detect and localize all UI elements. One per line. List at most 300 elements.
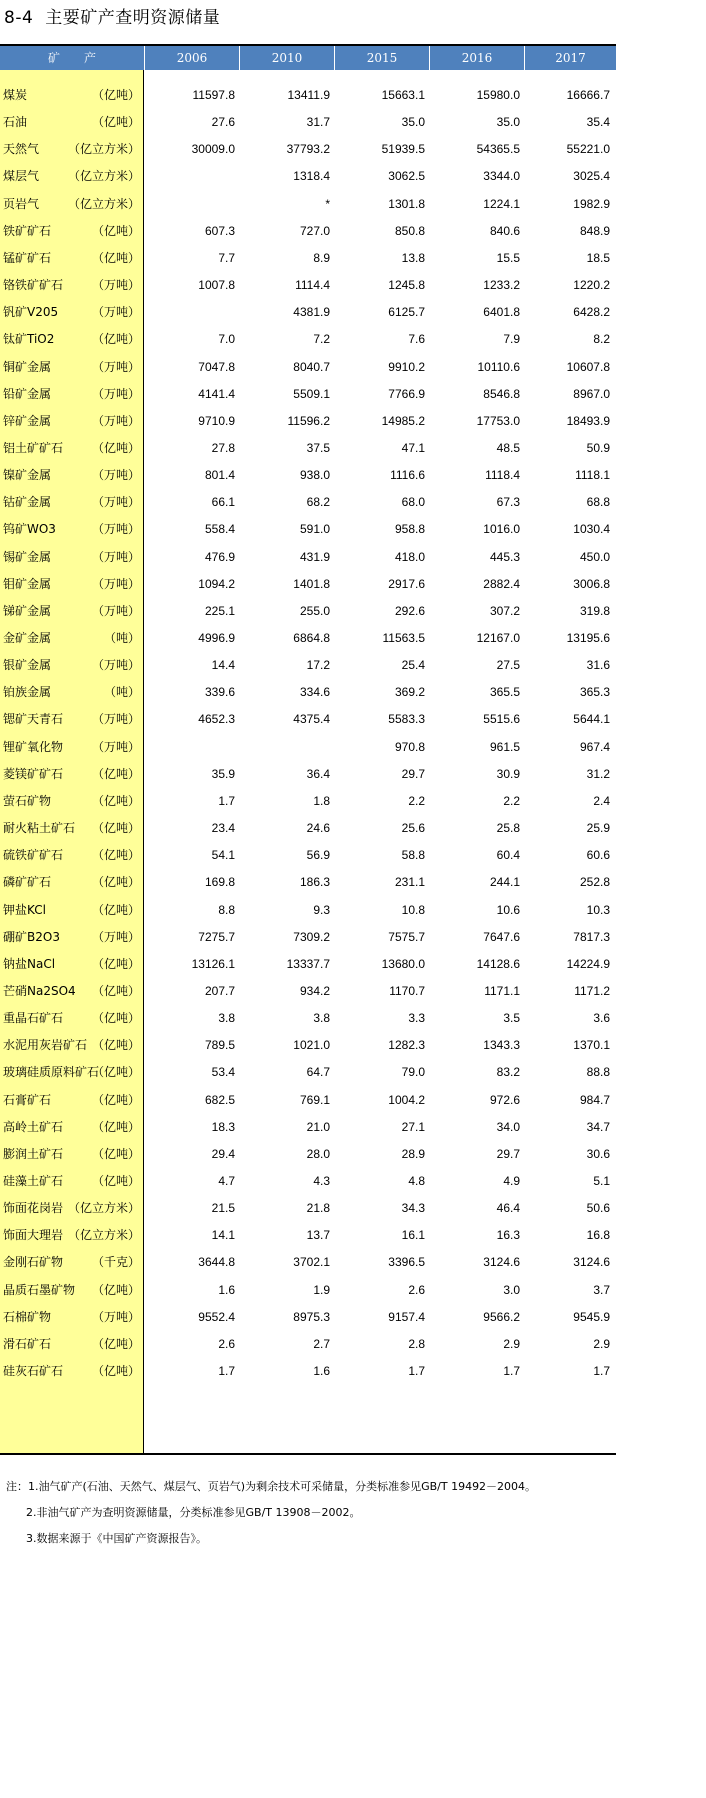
mineral-unit: （万吨）: [91, 712, 140, 727]
value-cell-2016: 60.4: [496, 848, 520, 863]
mineral-name: 煤炭: [3, 88, 28, 102]
mineral-unit: （亿吨）: [91, 88, 140, 102]
value-cell-2006: 1.7: [218, 793, 235, 808]
value-cell-2016: 15.5: [496, 250, 520, 265]
value-cell-2006: 14.1: [211, 1228, 235, 1243]
table-row: [0, 598, 616, 625]
value-cell-2016: 3.0: [503, 1282, 520, 1297]
mineral-name: 萤石矿物: [3, 793, 52, 808]
value-cell-2017: 35.4: [586, 115, 610, 130]
value-cell-2015: 51939.5: [381, 142, 425, 157]
mineral-unit: （万吨）: [91, 929, 140, 944]
value-cell-2015: 3062.5: [388, 169, 425, 184]
value-cell-2010: 8040.7: [293, 359, 330, 374]
mineral-unit: （亿吨）: [91, 793, 140, 808]
value-cell-2017: 8.2: [593, 332, 610, 347]
value-cell-2006: 53.4: [211, 1065, 235, 1080]
value-cell-2010: 769.1: [299, 1092, 330, 1107]
mineral-unit: （万吨）: [91, 278, 140, 293]
value-cell-2016: 972.6: [489, 1092, 520, 1107]
value-cell-2017: 10607.8: [566, 359, 610, 374]
mineral-unit: （亿吨）: [91, 1336, 140, 1351]
mineral-name: 滑石矿石: [3, 1336, 52, 1351]
value-cell-2010: 7309.2: [293, 929, 330, 944]
value-cell-2017: 18.5: [586, 250, 610, 265]
table-row: [0, 1304, 616, 1331]
value-cell-2010: 37.5: [306, 440, 330, 455]
value-cell-2017: 9545.9: [573, 1309, 610, 1324]
mineral-unit: （亿吨）: [91, 332, 140, 347]
value-cell-2015: 2917.6: [388, 576, 425, 591]
mineral-name: 金矿金属: [3, 631, 52, 645]
value-cell-2006: 4996.9: [198, 631, 235, 645]
value-cell-2006: 29.4: [211, 1146, 235, 1161]
mineral-unit: （亿立方米）: [67, 1228, 140, 1243]
value-cell-2016: 1118.4: [485, 468, 520, 483]
table-row: [0, 706, 616, 733]
value-cell-2017: 3006.8: [573, 576, 610, 591]
mineral-unit: （亿吨）: [91, 956, 140, 971]
value-cell-2017: 5.1: [593, 1174, 610, 1188]
table-row: [0, 191, 616, 218]
value-cell-2010: 1114.4: [295, 278, 330, 293]
value-cell-2006: 207.7: [204, 983, 235, 998]
table-row: [0, 1222, 616, 1249]
mineral-unit: （亿吨）: [91, 115, 140, 130]
mineral-name: 晶质石墨矿物: [3, 1282, 76, 1297]
value-cell-2006: 21.5: [211, 1201, 235, 1216]
value-cell-2017: 68.8: [586, 495, 610, 510]
mineral-name: 锶矿天青石: [3, 712, 64, 727]
value-cell-2015: 58.8: [401, 848, 425, 863]
value-cell-2010: 7.2: [313, 332, 330, 347]
mineral-name: 铂族金属: [3, 685, 52, 700]
value-cell-2010: 13411.9: [287, 88, 330, 102]
value-cell-2016: 16.3: [496, 1228, 520, 1243]
header-year-2010: 2010: [271, 51, 303, 65]
value-cell-2010: 1.6: [313, 1364, 330, 1379]
value-cell-2006: 225.1: [204, 603, 235, 618]
value-cell-2017: 31.2: [586, 766, 610, 781]
value-cell-2017: 3124.6: [573, 1255, 610, 1270]
value-cell-2016: 3344.0: [483, 169, 520, 184]
value-cell-2016: 8546.8: [483, 386, 520, 401]
mineral-name: 硫铁矿矿石: [3, 848, 64, 863]
mineral-name: 页岩气: [3, 196, 40, 211]
value-cell-2015: 68.0: [401, 495, 425, 510]
value-cell-2017: 2.9: [593, 1336, 610, 1351]
value-cell-2006: 30009.0: [191, 142, 235, 157]
value-cell-2016: 27.5: [496, 658, 520, 673]
mineral-unit: （万吨）: [91, 386, 140, 401]
value-cell-2015: 25.4: [401, 658, 425, 673]
value-cell-2015: 418.0: [394, 549, 425, 564]
value-cell-2016: 4.9: [503, 1174, 520, 1188]
value-cell-2010: 1.9: [313, 1282, 330, 1297]
table-row: [0, 326, 616, 353]
mineral-unit: （亿立方米）: [67, 169, 140, 184]
value-cell-2010: 11596.2: [287, 413, 330, 428]
table-row: [0, 1141, 616, 1168]
value-cell-2016: 67.3: [496, 495, 520, 510]
value-cell-2016: 2.9: [503, 1336, 520, 1351]
value-cell-2010: 2.7: [313, 1336, 330, 1351]
value-cell-2010: 17.2: [306, 658, 330, 673]
table-bottom-rule: [0, 1453, 616, 1455]
mineral-name: 菱镁矿矿石: [3, 766, 64, 781]
value-cell-2016: 1016.0: [483, 522, 520, 537]
value-cell-2017: 1118.1: [575, 468, 610, 483]
value-cell-2016: 445.3: [489, 549, 520, 564]
value-cell-2006: 2.6: [218, 1336, 235, 1351]
value-cell-2017: 8967.0: [573, 386, 610, 401]
value-cell-2015: 3.3: [408, 1011, 425, 1026]
header-year-2017: 2017: [555, 51, 586, 65]
table-row: [0, 136, 616, 163]
value-cell-2017: 1030.4: [573, 522, 610, 537]
value-cell-2015: 15663.1: [381, 88, 425, 102]
mineral-unit: （亿吨）: [91, 902, 140, 917]
mineral-name: 饰面大理岩: [3, 1228, 64, 1243]
value-cell-2006: 169.8: [204, 875, 235, 890]
value-cell-2016: 48.5: [496, 440, 520, 455]
value-cell-2010: 1021.0: [293, 1038, 330, 1053]
value-cell-2017: 3.7: [593, 1282, 610, 1297]
value-cell-2006: 9710.9: [198, 413, 235, 428]
mineral-unit: （万吨）: [91, 739, 140, 754]
mineral-unit: （亿吨）: [91, 1146, 140, 1161]
value-cell-2010: 4.3: [313, 1174, 330, 1188]
table-row: [0, 1114, 616, 1141]
value-cell-2015: 16.1: [401, 1228, 425, 1243]
value-cell-2017: 13195.6: [566, 631, 610, 645]
mineral-name: 钠盐NaCl: [3, 956, 56, 971]
value-cell-2006: 35.9: [211, 766, 235, 781]
value-cell-2017: 50.6: [586, 1201, 610, 1216]
value-cell-2015: 231.1: [394, 875, 425, 890]
mineral-unit: （万吨）: [91, 603, 140, 618]
table-row: [0, 1249, 616, 1276]
value-cell-2006: 54.1: [211, 848, 235, 863]
value-cell-2006: 7.0: [218, 332, 235, 347]
value-cell-2010: 727.0: [299, 223, 330, 238]
value-cell-2015: 292.6: [394, 603, 425, 618]
value-cell-2017: 34.7: [586, 1119, 610, 1134]
value-cell-2016: 3.5: [503, 1011, 520, 1026]
value-cell-2015: 79.0: [401, 1065, 425, 1080]
value-cell-2017: 365.3: [579, 685, 610, 700]
note-2: 2.非油气矿产为查明资源储量，分类标准参见GB/T 13908－2002。: [26, 1506, 361, 1519]
table-row: [0, 1358, 616, 1385]
value-cell-2015: 958.8: [394, 522, 425, 537]
value-cell-2016: 3124.6: [483, 1255, 520, 1270]
value-cell-2015: 29.7: [401, 766, 425, 781]
value-cell-2016: 1171.1: [484, 983, 520, 998]
value-cell-2010: 8.9: [313, 250, 330, 265]
value-cell-2015: 369.2: [394, 685, 425, 700]
table-row: [0, 1331, 616, 1358]
value-cell-2010: 21.0: [306, 1119, 330, 1134]
value-cell-2016: 35.0: [496, 115, 520, 130]
value-cell-2010: 6864.8: [293, 631, 330, 645]
table-row: [0, 842, 616, 869]
value-cell-2010: 28.0: [306, 1146, 330, 1161]
value-cell-2016: 34.0: [496, 1119, 520, 1134]
value-cell-2010: 591.0: [299, 522, 330, 537]
table-row: [0, 625, 616, 652]
value-cell-2015: 28.9: [401, 1146, 425, 1161]
mineral-name: 锡矿金属: [3, 549, 52, 564]
value-cell-2016: 7.9: [503, 332, 520, 347]
value-cell-2006: 7275.7: [198, 929, 235, 944]
mineral-name: 玻璃硅质原料矿石: [3, 1065, 100, 1080]
value-cell-2017: 450.0: [579, 549, 610, 564]
value-cell-2006: 3644.8: [198, 1255, 235, 1270]
mineral-unit: （万吨）: [91, 1309, 140, 1324]
value-cell-2006: 1007.8: [198, 278, 235, 293]
value-cell-2017: 10.3: [586, 902, 610, 917]
mineral-name: 石棉矿物: [3, 1309, 52, 1324]
value-cell-2006: 1.7: [218, 1364, 235, 1379]
mineral-unit: （亿吨）: [91, 1174, 140, 1188]
value-cell-2017: 14224.9: [566, 956, 610, 971]
mineral-unit: （万吨）: [91, 658, 140, 673]
value-cell-2010: 1.8: [313, 793, 330, 808]
value-cell-2010: 431.9: [299, 549, 330, 564]
table-row: [0, 1168, 616, 1195]
value-cell-2006: 14.4: [211, 658, 235, 673]
mineral-unit: （亿立方米）: [67, 142, 140, 157]
mineral-name: 钼矿金属: [3, 576, 52, 591]
mineral-unit: （万吨）: [91, 359, 140, 374]
mineral-unit: （万吨）: [91, 576, 140, 591]
value-cell-2017: 30.6: [586, 1146, 610, 1161]
mineral-name: 铁矿矿石: [3, 223, 52, 238]
value-cell-2010: 3702.1: [293, 1255, 330, 1270]
value-cell-2015: 2.8: [408, 1336, 425, 1351]
mineral-unit: （亿吨）: [91, 1065, 140, 1080]
value-cell-2006: 682.5: [204, 1092, 235, 1107]
value-cell-2015: 5583.3: [388, 712, 425, 727]
mineral-unit: （亿吨）: [91, 1038, 140, 1053]
table-row: [0, 815, 616, 842]
table-row: [0, 489, 616, 516]
value-cell-2006: 11597.8: [192, 88, 235, 102]
table-row: [0, 109, 616, 136]
value-cell-2006: 4652.3: [198, 712, 235, 727]
value-cell-2016: 2.2: [503, 793, 520, 808]
table-row: [0, 435, 616, 462]
value-cell-2016: 83.2: [496, 1065, 520, 1080]
value-cell-2006: 27.8: [211, 440, 235, 455]
value-cell-2015: 9910.2: [388, 359, 425, 374]
table-row: [0, 1032, 616, 1059]
table-row: [0, 1059, 616, 1086]
table-row: [0, 897, 616, 924]
value-cell-2006: 476.9: [204, 549, 235, 564]
value-cell-2017: 16.8: [586, 1228, 610, 1243]
value-cell-2015: 7.6: [408, 332, 425, 347]
mineral-name: 高岭土矿石: [3, 1119, 64, 1134]
value-cell-2016: 17753.0: [476, 413, 520, 428]
value-cell-2010: 8975.3: [293, 1309, 330, 1324]
table-row: [0, 924, 616, 951]
table-row: [0, 1277, 616, 1304]
value-cell-2015: 34.3: [401, 1201, 425, 1216]
mineral-name: 钛矿TiO2: [3, 332, 55, 347]
mineral-unit: （亿吨）: [91, 1119, 140, 1134]
mineral-name: 硅灰石矿石: [3, 1364, 64, 1379]
value-cell-2015: 47.1: [401, 440, 425, 455]
value-cell-2006: 7.7: [218, 250, 235, 265]
table-row: [0, 245, 616, 272]
mineral-name: 镍矿金属: [3, 468, 52, 483]
mineral-name: 金刚石矿物: [3, 1255, 64, 1270]
table-row: [0, 272, 616, 299]
mineral-name: 锌矿金属: [3, 413, 52, 428]
value-cell-2006: 801.4: [204, 468, 235, 483]
value-cell-2010: 334.6: [299, 685, 330, 700]
mineral-unit: （亿吨）: [91, 250, 140, 265]
mineral-unit: （千克）: [91, 1255, 140, 1270]
table-row: [0, 1005, 616, 1032]
table-row: [0, 408, 616, 435]
mineral-name: 水泥用灰岩矿石: [3, 1038, 88, 1053]
value-cell-2016: 365.5: [489, 685, 520, 700]
table-row: [0, 163, 616, 190]
value-cell-2010: 13337.7: [286, 956, 330, 971]
value-cell-2015: 14985.2: [381, 413, 425, 428]
value-cell-2010: 36.4: [306, 766, 330, 781]
value-cell-2017: 3.6: [593, 1011, 610, 1026]
value-cell-2006: 4141.4: [198, 386, 235, 401]
value-cell-2017: 252.8: [579, 875, 610, 890]
value-cell-2015: 1116.6: [390, 468, 425, 483]
value-cell-2017: 2.4: [593, 793, 610, 808]
table-row: [0, 516, 616, 543]
value-cell-2010: 1318.4: [293, 169, 330, 184]
value-cell-2017: 16666.7: [566, 88, 610, 102]
value-cell-2010: 56.9: [306, 848, 330, 863]
value-cell-2010: *: [325, 196, 330, 211]
mineral-name: 煤层气: [3, 169, 40, 184]
table-row: [0, 1195, 616, 1222]
table-row: [0, 1087, 616, 1114]
mineral-name: 锰矿矿石: [3, 250, 52, 265]
value-cell-2015: 7575.7: [388, 929, 425, 944]
value-cell-2010: 934.2: [299, 983, 330, 998]
value-cell-2017: 6428.2: [573, 305, 610, 320]
mineral-unit: （亿吨）: [91, 223, 140, 238]
header-year-2015: 2015: [366, 51, 398, 65]
value-cell-2010: 5509.1: [293, 386, 330, 401]
mineral-name: 铅矿金属: [3, 386, 52, 401]
table-row: [0, 978, 616, 1005]
mineral-unit: （万吨）: [91, 413, 140, 428]
mineral-name: 铝土矿矿石: [3, 440, 64, 455]
mineral-unit: （亿立方米）: [67, 196, 140, 211]
value-cell-2016: 1.7: [503, 1364, 520, 1379]
mineral-unit: （万吨）: [91, 305, 140, 320]
value-cell-2015: 10.8: [401, 902, 425, 917]
value-cell-2010: 4381.9: [293, 305, 330, 320]
mineral-name: 铜矿金属: [3, 359, 52, 374]
mineral-unit: （亿吨）: [91, 766, 140, 781]
value-cell-2006: 1094.2: [198, 576, 235, 591]
value-cell-2016: 5515.6: [483, 712, 520, 727]
value-cell-2010: 9.3: [313, 902, 330, 917]
mineral-name: 石油: [3, 115, 28, 130]
value-cell-2016: 14128.6: [476, 956, 520, 971]
value-cell-2010: 938.0: [299, 468, 330, 483]
value-cell-2010: 21.8: [306, 1201, 330, 1216]
value-cell-2015: 2.2: [408, 793, 425, 808]
table-title-text: 主要矿产查明资源储量: [45, 8, 221, 28]
header-year-2016: 2016: [461, 51, 493, 65]
mineral-name: 银矿金属: [3, 658, 52, 673]
value-cell-2016: 840.6: [489, 223, 520, 238]
value-cell-2017: 7817.3: [573, 929, 610, 944]
value-cell-2015: 850.8: [394, 223, 425, 238]
value-cell-2015: 1282.3: [388, 1038, 425, 1053]
value-cell-2010: 68.2: [306, 495, 330, 510]
value-cell-2017: 18493.9: [566, 413, 610, 428]
value-cell-2016: 10110.6: [477, 359, 520, 374]
value-cell-2016: 9566.2: [483, 1309, 520, 1324]
mineral-unit: （吨）: [103, 685, 140, 700]
table-row: [0, 571, 616, 598]
table-row: [0, 218, 616, 245]
value-cell-2016: 46.4: [496, 1201, 520, 1216]
value-cell-2006: 339.6: [204, 685, 235, 700]
value-cell-2006: 4.7: [218, 1174, 235, 1188]
mineral-unit: （亿吨）: [91, 1011, 140, 1026]
value-cell-2010: 24.6: [306, 821, 330, 836]
table-row: [0, 734, 616, 761]
value-cell-2006: 8.8: [218, 902, 235, 917]
mineral-unit: （万吨）: [91, 522, 140, 537]
mineral-unit: （亿吨）: [91, 875, 140, 890]
mineral-unit: （亿立方米）: [67, 1201, 140, 1216]
value-cell-2016: 54365.5: [476, 142, 520, 157]
table-row: [0, 462, 616, 489]
mineral-unit: （万吨）: [91, 549, 140, 564]
value-cell-2016: 25.8: [496, 821, 520, 836]
value-cell-2015: 1.7: [408, 1364, 425, 1379]
mineral-unit: （亿吨）: [91, 440, 140, 455]
value-cell-2016: 12167.0: [476, 631, 520, 645]
value-cell-2016: 307.2: [489, 603, 520, 618]
value-cell-2017: 319.8: [579, 603, 610, 618]
value-cell-2016: 2882.4: [483, 576, 520, 591]
mineral-name: 天然气: [3, 142, 40, 157]
table-row: [0, 544, 616, 571]
value-cell-2015: 13.8: [401, 250, 425, 265]
mineral-unit: （亿吨）: [91, 1364, 140, 1379]
mineral-name: 钴矿金属: [3, 495, 52, 510]
value-cell-2017: 50.9: [586, 440, 610, 455]
value-cell-2006: 23.4: [211, 821, 235, 836]
value-cell-2017: 984.7: [579, 1092, 610, 1107]
table-number: 8-4: [4, 8, 34, 28]
value-cell-2010: 186.3: [299, 875, 330, 890]
value-cell-2017: 88.8: [586, 1065, 610, 1080]
note-3: 3.数据来源于《中国矿产资源报告》。: [26, 1532, 207, 1545]
value-cell-2017: 3025.4: [573, 169, 610, 184]
mineral-name: 饰面花岗岩: [3, 1201, 64, 1216]
value-cell-2015: 27.1: [401, 1119, 425, 1134]
value-cell-2016: 244.1: [489, 875, 520, 890]
